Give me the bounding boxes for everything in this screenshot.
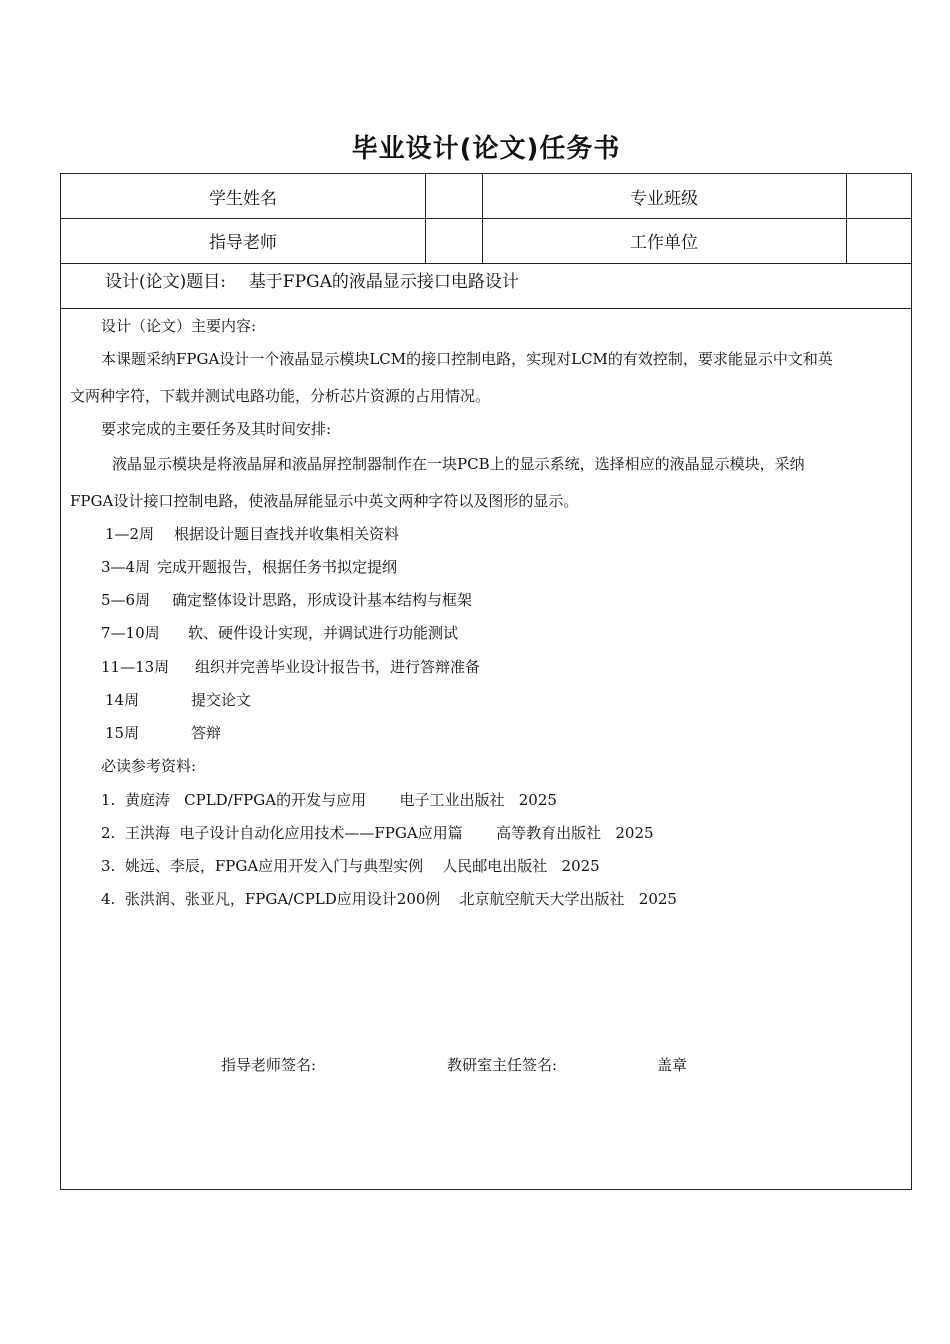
schedule-task: 确定整体设计思路，形成设计基本结构与框架 <box>172 591 473 609</box>
schedule-week: 15周 <box>105 724 140 742</box>
reference-item: 1. 黄庭涛 CPLD/FPGA的开发与应用 电子工业出版社 2025 <box>101 791 557 809</box>
unit-field[interactable] <box>846 218 912 263</box>
class-field[interactable] <box>846 174 912 218</box>
director-signature-label: 教研室主任签名: <box>447 1056 558 1074</box>
refs-heading: 必读参考资料: <box>101 757 197 775</box>
unit-label: 工作单位 <box>630 233 698 253</box>
schedule-task: 根据设计题目查找并收集相关资料 <box>174 525 400 543</box>
tasks-heading: 要求完成的主要任务及其时间安排: <box>101 420 332 438</box>
topic-row <box>105 267 519 292</box>
reference-item: 2. 王洪海 电子设计自动化应用技术——FPGA应用篇 高等教育出版社 2025 <box>101 824 654 842</box>
document-title: 毕业设计(论文)任务书 <box>351 134 621 164</box>
schedule-task: 组织并完善毕业设计报告书，进行答辩准备 <box>195 658 481 676</box>
reference-item: 4. 张洪润、张亚凡，FPGA/CPLD应用设计200例 北京航空航天大学出版社 2025 <box>101 890 677 908</box>
topic-label: 设计(论文)题目: <box>105 272 226 292</box>
schedule-task: 完成开题报告，根据任务书拟定提纲 <box>157 558 398 576</box>
seal-label: 盖章 <box>657 1056 688 1074</box>
task-form-table <box>60 173 912 1190</box>
class-label: 专业班级 <box>630 188 698 209</box>
student-name-label: 学生姓名 <box>209 188 277 209</box>
advisor-field[interactable] <box>425 218 482 263</box>
advisor-label: 指导老师 <box>209 233 277 253</box>
topic-value: 基于FPGA的液晶显示接口电路设计 <box>248 272 519 292</box>
schedule-task: 答辩 <box>191 724 222 742</box>
schedule-week: 5—6周 <box>101 591 151 609</box>
student-name-field[interactable] <box>425 174 482 218</box>
schedule-task: 软、硬件设计实现，并调试进行功能测试 <box>188 624 459 642</box>
reference-item: 3. 姚远、李辰，FPGA应用开发入门与典型实例 人民邮电出版社 2025 <box>101 857 600 875</box>
para1-line2: 文两种字符，下载并测试电路功能，分析芯片资源的占用情况。 <box>70 387 491 405</box>
schedule-week: 1—2周 <box>105 525 155 543</box>
schedule-week: 7—10周 <box>101 624 160 642</box>
advisor-signature-label: 指导老师签名: <box>221 1056 317 1074</box>
schedule-week: 14周 <box>105 691 140 709</box>
schedule-task: 提交论文 <box>191 691 252 709</box>
schedule-week: 11—13周 <box>101 658 170 676</box>
para2-line1: 液晶显示模块是将液晶屏和液晶屏控制器制作在一块PCB上的显示系统，选择相应的液晶显示模块，采纳 <box>112 455 805 473</box>
content-heading: 设计（论文）主要内容: <box>101 317 257 335</box>
schedule-week: 3—4周 <box>101 558 151 576</box>
para1-line1: 本课题采纳FPGA设计一个液晶显示模块LCM的接口控制电路，实现对LCM的有效控制，要求能显示中文和英 <box>101 350 833 368</box>
para2-line2: FPGA设计接口控制电路，使液晶屏能显示中英文两种字符以及图形的显示。 <box>70 492 579 510</box>
row-divider <box>61 263 911 264</box>
row-divider <box>61 308 911 309</box>
